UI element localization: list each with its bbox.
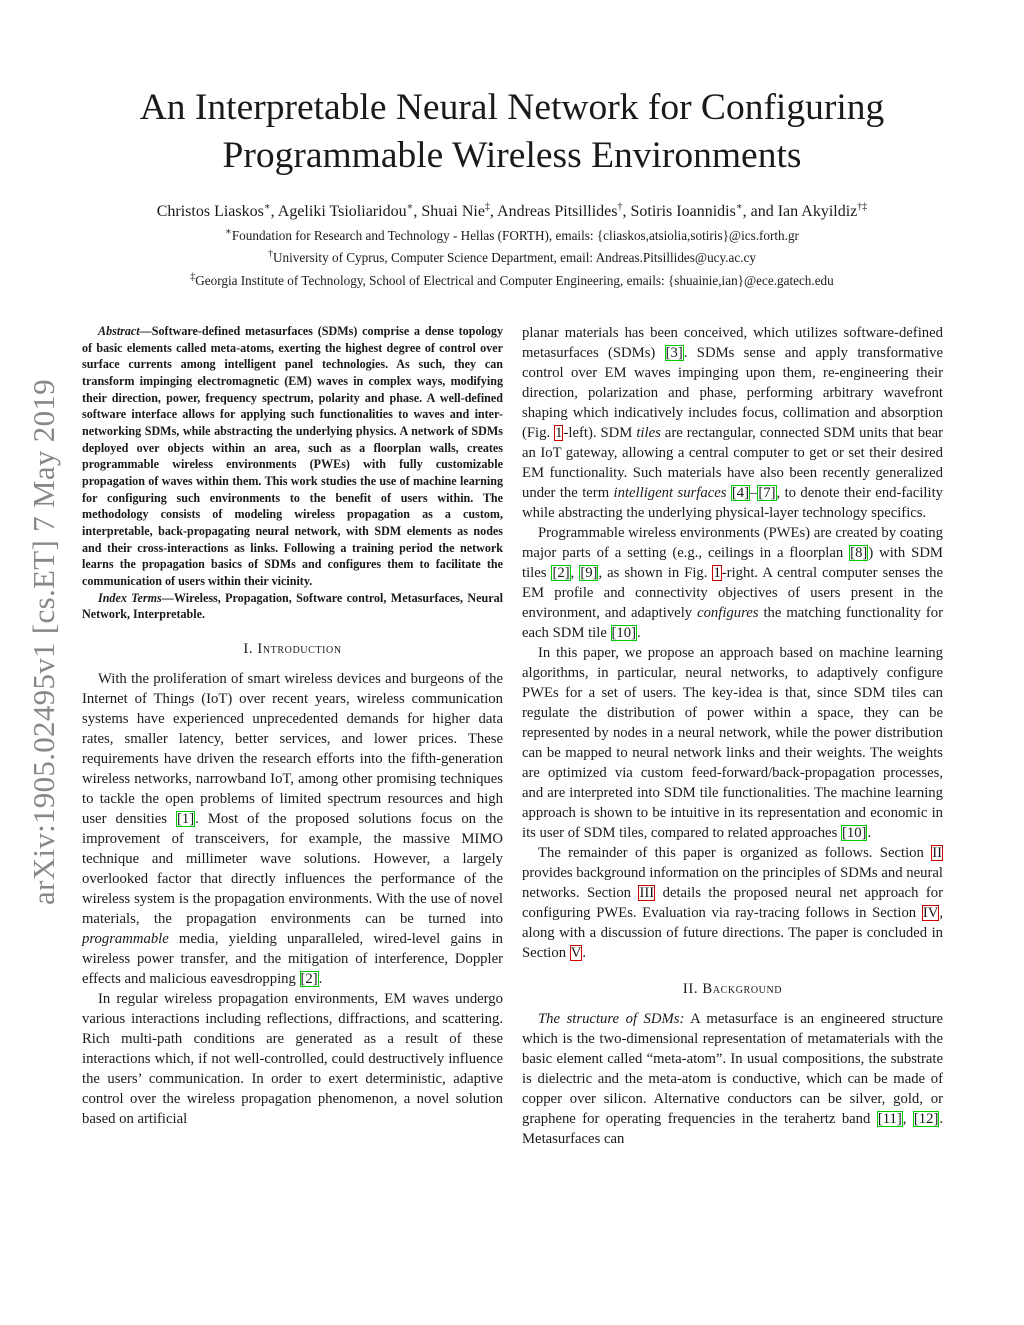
section-link[interactable]: II — [932, 845, 942, 861]
text-run: , to denote their end-facility while abstracting the underlying physical-layer technology specifics. — [522, 485, 943, 521]
arxiv-watermark — [14, 352, 74, 932]
emphasis: The structure of SDMs: — [538, 1011, 685, 1027]
background-paragraph-1 — [522, 1009, 943, 1149]
section-heading-introduction: I. Introduction — [243, 640, 342, 657]
text-run: . — [867, 825, 872, 841]
text-run: , — [570, 565, 580, 581]
author-list — [40, 202, 984, 222]
text-run: . — [637, 625, 641, 641]
citation-link[interactable]: [10] — [841, 825, 867, 841]
author-mark: ‡ — [484, 201, 490, 213]
affiliation-cyprus — [40, 249, 984, 267]
text-run: -left). SDM — [563, 425, 637, 441]
author-mark: ∗ — [406, 201, 414, 213]
text-run: . — [318, 970, 323, 987]
intro-paragraph-6 — [522, 843, 943, 963]
title-line-2: Programmable Wireless Environments — [222, 135, 802, 176]
index-terms-lead: Index Terms — [98, 590, 162, 605]
citation-link[interactable]: [4] — [731, 485, 750, 501]
citation-link[interactable]: [12] — [913, 1111, 939, 1127]
text-run: , along with a discussion of future directions. The paper is concluded in Section — [522, 905, 943, 961]
text-run: the matching functionality for each SDM tile — [522, 605, 943, 641]
author-mark: †‡ — [857, 201, 868, 213]
text-run: . — [582, 945, 587, 961]
citation-link[interactable]: [3] — [665, 345, 683, 361]
author-name: , and Ian Akyildiz — [742, 203, 858, 220]
text-run: planar materials has been conceived, which utilizes software-defined metasurfaces (SDMs) — [522, 325, 943, 361]
text-run: Programmable wireless environments (PWEs) are created by coating major parts of a setting (e.g., ceilings in a floorplan — [522, 525, 943, 561]
emphasis: programmable — [82, 930, 169, 947]
intro-paragraph-3 — [522, 323, 943, 523]
affiliation-forth — [40, 227, 984, 245]
emphasis: configures — [697, 605, 759, 621]
section-link[interactable]: V — [570, 945, 582, 961]
text-run: are rectangular, connected SDM units that bear an IoT gateway, allowing a central computer to get or set their desired EM functionality. Such materials have also been recently generalized under the term — [522, 425, 943, 501]
text-run: . Most of the proposed solutions focus on the improvement of transceivers, for example, the massive MIMO technique and millimeter wave solutions. However, a largely overlooked factor that directly influences the performance of the wireless system is the propagation environments. With the use of novel materials, the propagation environments can be turned into — [82, 810, 504, 927]
figure-link[interactable]: 1 — [555, 425, 563, 441]
citation-link[interactable]: [9] — [580, 565, 598, 581]
text-run: The remainder of this paper is organized as follows. Section — [538, 845, 932, 861]
paper-title — [40, 84, 984, 180]
text-run: media, yielding unparalleled, wired-level gains in wireless power transfer, and the mitigation of interference, Doppler effects and malicious eavesdropping — [82, 930, 503, 987]
text-run: . Metasurfaces can — [522, 1111, 944, 1147]
citation-link[interactable]: [1] — [177, 810, 195, 827]
text-run: details the proposed neural net approach for configuring PWEs. Evaluation via ray-tracing follows in Section — [522, 885, 943, 921]
intro-paragraph-1 — [82, 669, 503, 989]
emphasis: tiles — [636, 425, 661, 441]
left-column — [82, 323, 503, 1129]
affiliation-text: Foundation for Research and Technology - Hellas (FORTH), emails: {cliaskos,atsiolia,sotiris}@ics.forth.gr — [231, 228, 799, 243]
intro-paragraph-2: In regular wireless propagation environments, EM waves undergo various interactions including reflections, diffractions, and scattering. Rich multi-path conditions are generated as a result of these interactions which, if not well-controlled, could destructively influence the users’ communication. In order to exert deterministic, adaptive control over the wireless propagation phenomenon, a novel solution based on artificial — [82, 990, 503, 1127]
section-link[interactable]: IV — [922, 905, 939, 921]
citation-link[interactable]: [11] — [877, 1111, 902, 1127]
affiliation-mark: ∗ — [225, 226, 232, 238]
text-run: . SDMs sense and apply transformative control over EM waves impinging upon them, re-engineering their direction, polarization and phase, performing arbitrary wavefront shaping which indicatively includes focus, collimation and absorption (Fig. — [522, 345, 943, 441]
affiliation-text: Georgia Institute of Technology, School of Electrical and Computer Engineering, emails: {shuainie,ian}@ece.gatech.edu — [195, 273, 834, 288]
affiliation-text: University of Cyprus, Computer Science Department, email: Andreas.Pitsillides@ucy.ac.cy — [273, 250, 756, 265]
right-column — [522, 323, 943, 1149]
text-run: In this paper, we propose an approach based on machine learning algorithms, in particular, neural networks, to adaptively configure PWEs for a set of users. The key-idea is that, since SDM tiles can regulate the distribution of power within a space, they can be represented by nodes in a neural network, while the power distribution can be mapped to neural network links and their weights. The weights are optimized via custom feed-forward/back-propagation processes, and are interpreted into SDM tile functionalities. The machine learning approach is shown to be intuitive in its representation and economic in its user of SDM tiles, compared to related approaches — [522, 645, 943, 841]
text-run: provides background information on the principles of SDMs and neural networks. Section — [522, 865, 943, 901]
affiliation-mark: ‡ — [190, 271, 196, 283]
author-name: Christos Liaskos — [156, 203, 264, 220]
author-name: , Sotiris Ioannidis — [622, 203, 736, 220]
citation-link[interactable]: [2] — [552, 565, 570, 581]
abstract-text: —Software-defined metasurfaces (SDMs) comprise a dense topology of basic elements called meta-atoms, exerting the highest degree of control over surface currents among intelligent panel technologies. As such, they can transform impinging electromagnetic (EM) waves in complex ways, modifying their direction, power, frequency spectrum, polarity and phase. A well-defined software interface allows for applying such functionalities to waves and inter-networking SDMs, while abstracting the underlying physics. A network of SDMs deployed over objects within an area, such as a floorplan walls, creates programmable wireless environments (PWEs) with fully customizable propagation of waves within them. This work studies the use of machine learning for configuring such environments to the benefit of users within. The methodology consists of modeling wireless propagation as a custom, interpretable, back-propagating neural network, with SDM elements as nodes and their cross-interactions as links. Following a training period the network learns the propagation basics of SDMs and configures them to facilitate the communication of users within their vicinity. — [82, 324, 503, 588]
text-run: -right. A central computer senses the EM profile and connectivity objectives of users present in the environment, and adaptively — [522, 565, 943, 621]
emphasis: intelligent surfaces — [613, 485, 727, 501]
arxiv-id: arXiv:1905.02495v1 [cs.ET] 7 May 2019 — [26, 379, 61, 905]
text-run: A metasurface is an engineered structure which is the two-dimensional representation of metamaterials with the basic element called “meta-atom”. In usual compositions, the substrate is dielectric and the meta-atom is conductive, which can be made of copper over silicon. Alternative conductors can be silver, gold, or graphene for operating frequencies in the terahertz band — [522, 1011, 943, 1127]
text-run: With the proliferation of smart wireless devices and burgeons of the Internet of Things (IoT) over recent years, wireless communication systems have experienced unprecedented demands for higher data rates, smaller latency, better services, and lower prices. These requirements have driven the research efforts into the fifth-generation wireless networks, narrowband IoT, among other promising techniques to tackle the open problems of limited spectrum resources and high user densities — [82, 670, 503, 827]
text-run: – — [750, 485, 758, 501]
author-name: , Shuai Nie — [413, 203, 485, 220]
author-name: , Andreas Pitsillides — [489, 203, 618, 220]
author-mark: ∗ — [735, 201, 743, 213]
affiliation-gatech — [40, 272, 984, 290]
abstract-lead: Abstract — [98, 324, 140, 338]
index-terms-text: —Wireless, Propagation, Software control, Metasurfaces, Neural Network, Interpretable. — [82, 590, 503, 622]
figure-link[interactable]: 1 — [713, 565, 721, 581]
text-run: , as shown in Fig. — [598, 565, 713, 581]
author-mark: ∗ — [263, 201, 271, 213]
text-run: ) with SDM tiles — [522, 545, 943, 581]
section-heading-background: II. Background — [682, 981, 783, 997]
citation-link[interactable]: [8] — [850, 545, 868, 561]
citation-link[interactable]: [10] — [611, 625, 636, 641]
index-terms — [82, 590, 503, 623]
affiliation-mark: † — [268, 248, 273, 260]
abstract — [82, 323, 503, 590]
text-run: , — [902, 1111, 913, 1127]
author-mark: † — [617, 201, 623, 213]
title-line-1: An Interpretable Neural Network for Configuring — [139, 87, 885, 128]
citation-link[interactable]: [2] — [300, 970, 318, 987]
intro-paragraph-5 — [522, 643, 943, 843]
author-name: , Ageliki Tsioliaridou — [270, 203, 407, 220]
citation-link[interactable]: [7] — [758, 485, 776, 501]
intro-paragraph-4 — [522, 523, 943, 643]
section-link[interactable]: III — [639, 885, 655, 901]
